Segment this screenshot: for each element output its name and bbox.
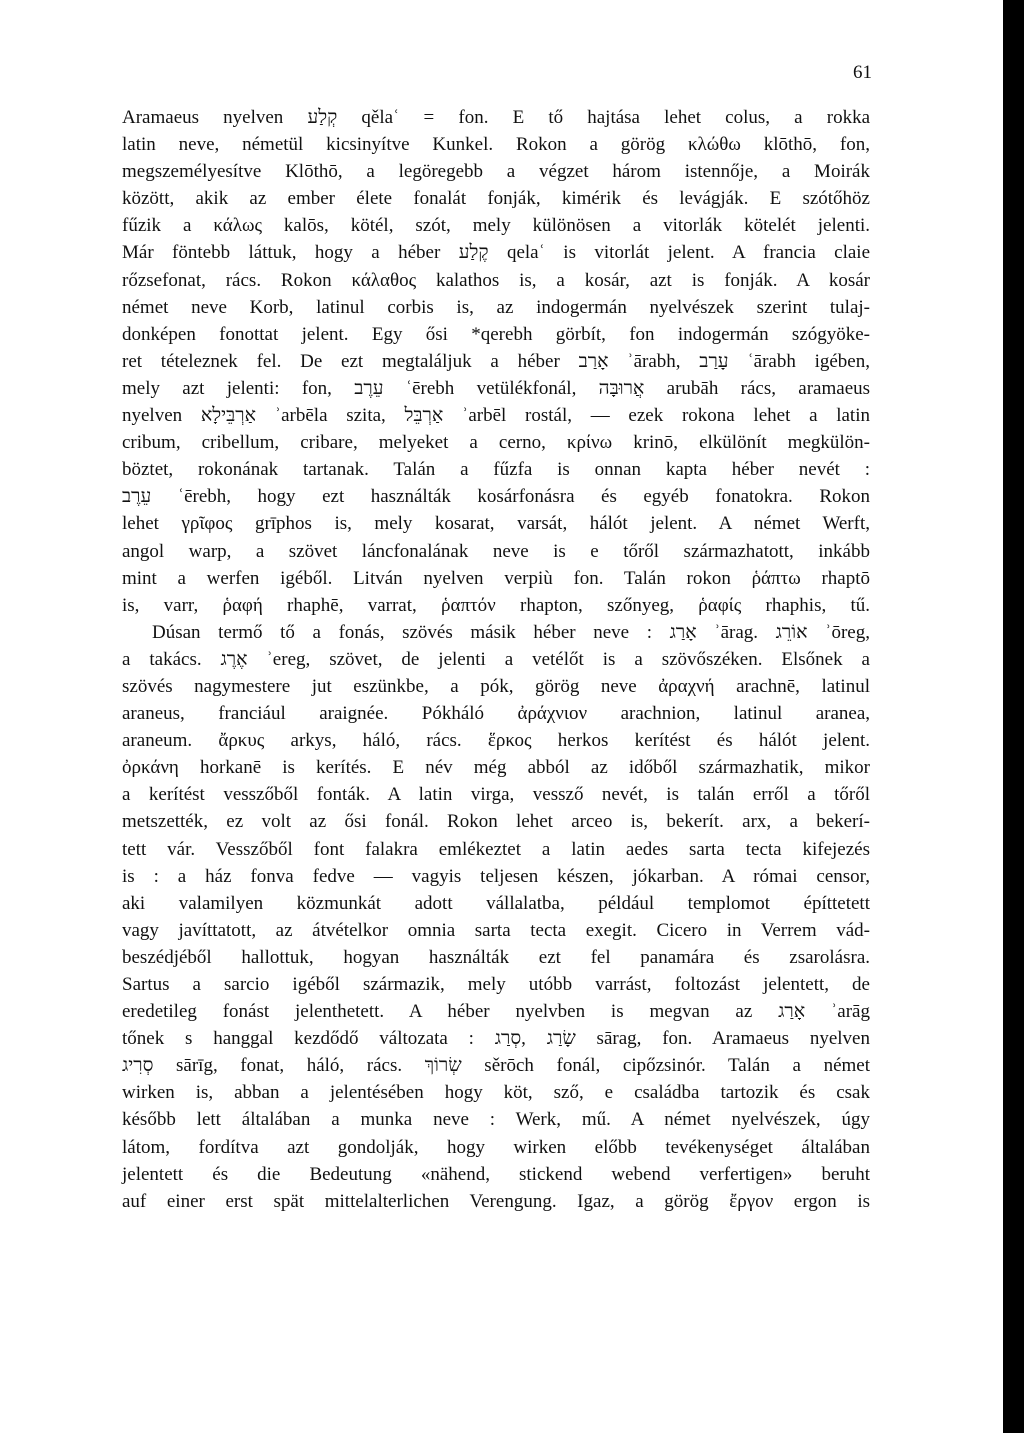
text-line: lehet γρῖφος grīphos is, mely kosarat, varsát, hálót jelent. A német Werft, [122, 513, 870, 535]
text-line: is, varr, ῥαφή rhaphē, varrat, ῥαπτόν rhapton, szőnyeg, ῥαφίς rhaphis, tű. [122, 594, 870, 616]
text-line: ret tételeznek fel. De ezt megtaláljuk a héber אָרַב ʾārabh, עָרַב ʿārabh igében, [122, 350, 870, 372]
text-line: szövés nagymestere jut eszünkbe, a pók, görög neve ἀραχνή arachnē, latinul [122, 675, 870, 697]
text-line: böztet, rokonának tartanak. Talán a fűzfa is onnan kapta héber nevét : [122, 459, 870, 481]
text-line: Már föntebb láttuk, hogy a héber קֶלַע qelaʿ is vitorlát jelent. A francia claie [122, 242, 871, 264]
text-line: eredetileg fonást jelenthetett. A héber nyelvben is megvan az אָרַג ʾarāg [122, 1001, 870, 1023]
text-line: megszemélyesítve Klōthō, a legöregebb a végzet három istennője, a Moirák [122, 161, 870, 183]
text-line: עֵרֶב ʿērebh, hogy ezt használták kosárfonásra és egyéb fonatokra. Rokon [122, 486, 870, 508]
text-line: látom, fordítva azt gondolják, hogy wirken előbb tevékenységet általában [122, 1136, 870, 1158]
text-line: metszették, ez volt az ősi fonál. Rokon lehet arceo is, bekerít. arx, a bekerí- [122, 811, 870, 833]
text-line: német neve Korb, latinul corbis is, az indogermán nyelvészek szerint tulaj- [122, 296, 870, 318]
text-line: között, akik az ember élete fonalát fonják, kimérik és levágják. E szótőhöz [122, 188, 870, 210]
text-line: latin neve, németül kicsinyítve Kunkel. Rokon a görög κλώθω klōthō, fon, [122, 134, 870, 156]
text-line: jelentett és die Bedeutung «nähend, stickend webend verfertigen» beruht [122, 1163, 870, 1185]
text-line: araneum. ἄρκυς arkys, háló, rács. ἕρκος herkos kerítést és hálót jelent. [122, 730, 870, 752]
text-line: később lett általában a munka neve : Werk, mű. A német nyelvészek, úgy [122, 1109, 870, 1131]
text-line: a takács. אֶרֶג ʾereg, szövet, de jelenti a vetélőt is a szövőszéken. Elsőnek a [122, 648, 870, 670]
text-line: auf einer erst spät mittelalterlichen Verengung. Igaz, a görög ἔργον ergon is [122, 1190, 870, 1212]
text-line: rőzsefonat, rács. Rokon κάλαθος kalathos is, a kosár, azt is fonják. A kosár [122, 269, 870, 291]
text-line: aki valamilyen közmunkát adott vállalatba, például templomot építtetett [122, 892, 870, 914]
text-line: nyelven אַרְבֵּילָא ʾarbēla szita, אַרְבֵּל ʾarbēl rostál, — ezek rokona lehet a latin [122, 405, 870, 427]
text-line: mely azt jelenti: fon, עֵרֶב ʿērebh vetülékfonál, אֲרוּבָּה arubāh rács, aramaeus [122, 377, 871, 399]
text-line: a kerítést vesszőből fonták. A latin virga, vessző nevét, is talán erről a tőről [122, 784, 870, 806]
body-text [122, 104, 870, 1215]
text-line: cribum, cribellum, cribare, melyeket a cerno, κρίνω krinō, elkülönít megkülön- [122, 432, 870, 454]
text-line: סְרִיג sārīg, fonat, háló, rács. שְׂרוֹךְ sěrōch fonál, cipőzsinór. Talán a német [122, 1055, 870, 1077]
text-line: vagy javíttatott, az átvételkor omnia sarta tecta exegit. Cicero in Verrem vád- [122, 919, 870, 941]
text-line: donképen fonottat jelent. Egy ősi *qerebh görbít, fon indogermán szógyöke- [122, 323, 870, 345]
text-line: Aramaeus nyelven קְלַע qělaʿ = fon. E tő hajtása lehet colus, a rokka [122, 107, 871, 128]
text-line: tőnek s hanggal kezdődő változata : שָׂרַג ,סְרַג sārag, fon. Aramaeus nyelven [122, 1028, 870, 1050]
text-line: is : a ház fonva fedve — vagyis teljesen készen, jókarban. A római censor, [122, 865, 870, 887]
text-line: Sartus a sarcio igéből származik, mely utóbb varrást, foltozást jelentett, de [122, 974, 870, 995]
text-line: angol warp, a szövet láncfonalának neve is e tőről származhatott, inkább [122, 540, 870, 562]
text-line: fűzik a κάλως kalōs, kötél, szót, mely különösen a vitorlák kötelét jelenti. [122, 215, 870, 237]
page-number: 61 [853, 62, 872, 83]
text-line: tett vár. Vesszőből font falakra emlékeztet a latin aedes sarta tecta kifejezés [122, 838, 870, 860]
text-line: beszédjéből hallottuk, hogyan használták ezt fel panamára és zsarolásra. [122, 946, 870, 968]
paragraph-first-line: Dúsan termő tő a fonás, szövés másik héber neve : אָרַג ʾārag. אוֹרֵג ʾōreg, [152, 621, 870, 643]
text-line: wirken is, abban a jelentésében hogy köt, sző, e családba tartozik és csak [122, 1082, 870, 1104]
text-line: ὀρκάνη horkanē is kerítés. E név még abból az időből származhatik, mikor [122, 757, 870, 779]
text-line: araneus, franciául araignée. Pókháló ἀράχνιον arachnion, latinul aranea, [122, 703, 870, 725]
text-line: mint a werfen igéből. Litván nyelven verpiù fon. Talán rokon ῥάπτω rhaptō [122, 567, 870, 589]
